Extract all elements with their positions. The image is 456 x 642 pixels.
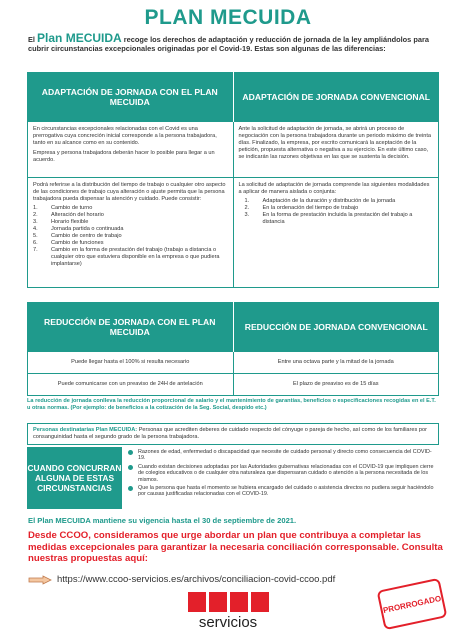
proposals-link[interactable] bbox=[28, 574, 335, 585]
list-item bbox=[128, 464, 435, 483]
list-item-number: 2. bbox=[244, 205, 250, 211]
bullet-icon bbox=[128, 465, 133, 470]
adaptacion-header-mecuida: ADAPTACIÓN DE JORNADA CON EL PLAN MECUIDA bbox=[41, 87, 218, 107]
list-item bbox=[33, 205, 228, 212]
adaptacion-row2-right bbox=[233, 178, 439, 287]
ccoo-logo-mark bbox=[176, 592, 280, 612]
list-item bbox=[33, 247, 228, 268]
reduccion-row1-right: Entre una octava parte y la mitad de la jornada bbox=[233, 352, 439, 373]
logo-wordmark: servicios bbox=[198, 614, 258, 631]
reduccion-row-1 bbox=[27, 352, 439, 374]
circumstances-section bbox=[27, 447, 439, 509]
list-item-number: 1. bbox=[33, 205, 38, 211]
adaptacion-row2-left bbox=[28, 178, 233, 287]
list-item bbox=[33, 226, 228, 233]
reduccion-row-2 bbox=[27, 374, 439, 396]
text-paragraph: Empresa y persona trabajadora deberán hacer lo posible para llegar a un acuerdo. bbox=[33, 150, 215, 163]
list-item-text: Adaptación de la duración y distribución de la jornada bbox=[262, 198, 396, 204]
adaptacion-table bbox=[27, 72, 439, 288]
list-item-number: 3. bbox=[33, 219, 38, 225]
list-item bbox=[245, 212, 434, 226]
bullet-icon bbox=[128, 486, 133, 491]
adaptacion-header bbox=[27, 72, 439, 122]
adaptacion-row1-right bbox=[233, 122, 439, 177]
list-item bbox=[33, 240, 228, 247]
list-item-number: 3. bbox=[244, 212, 250, 218]
list-item-number: 5. bbox=[33, 233, 38, 239]
reduccion-note: La reducción de jornada conlleva la reducción proporcional de salario y el mantenimiento de garantías, beneficios o especificaciones recogidas en el E.T. u otras normas. (Por ejemplo: de beneficios a la cotización de la Seg. Social, despido etc.) bbox=[27, 398, 436, 411]
intro-paragraph bbox=[28, 31, 438, 53]
list-item-text: Cambio de centro de trabajo bbox=[51, 233, 122, 239]
list-item-text: En la ordenación del tiempo de trabajo bbox=[262, 205, 359, 211]
reduccion-header-mecuida: REDUCCIÓN DE JORNADA CON EL PLAN MECUIDA bbox=[44, 317, 216, 337]
list-item bbox=[33, 212, 228, 219]
call-to-action: Desde CCOO, consideramos que urge abordar un plan que contribuya a completar las medidas excepcionales para garantizar la necesaria conciliación corresponsable. Consulta nuestras propuestas aquí: bbox=[28, 530, 443, 564]
list-item-text: Horario flexible bbox=[51, 219, 89, 225]
persons-box bbox=[27, 423, 439, 445]
text-paragraph: La solicitud de adaptación de jornada comprende las siguientes modalidades a aplicar de manera aislada o conjunta: bbox=[238, 182, 430, 195]
modalidades-list bbox=[239, 198, 434, 226]
list-item-number: 1. bbox=[244, 198, 250, 204]
adaptacion-row1-left bbox=[28, 122, 233, 177]
list-item-text: En la forma de prestación incluida la prestación del trabajo a distancia bbox=[262, 212, 413, 225]
hand-pointer-icon bbox=[28, 575, 52, 585]
list-item bbox=[128, 485, 435, 498]
text-paragraph: Podrá referirse a la distribución del tiempo de trabajo o cualquier otro aspecto de las condiciones de trabajo cuya alteración o ajuste permita que la persona trabajadora pueda dispensar la atención y cuidado. Puede consistir: bbox=[33, 182, 226, 202]
list-item bbox=[33, 219, 228, 226]
reduccion-row2-right: El plazo de preaviso es de 15 días bbox=[233, 374, 439, 395]
circumstances-list bbox=[122, 447, 439, 509]
intro-text: recoge los derechos de adaptación y reducción de jornada de la ley ampliándolos para cubrir circunstancias excepcionales originadas por el Covid-19. Estas son algunas de las diferencias: bbox=[28, 35, 429, 53]
list-item-text: Cambio en la forma de prestación del trabajo (trabajo a distancia o cualquier otro que estuviera disponible en la empresa o que pudiera implantarse) bbox=[51, 247, 220, 267]
bullet-icon bbox=[128, 450, 133, 455]
reduccion-row2-left: Puede comunicarse con un preaviso de 24H de antelación bbox=[57, 381, 203, 387]
list-item-text: Jornada partida o continuada bbox=[51, 226, 124, 232]
adaptacion-header-convencional: ADAPTACIÓN DE JORNADA CONVENCIONAL bbox=[233, 72, 440, 122]
intro-lead: El bbox=[28, 35, 38, 44]
prorrogado-stamp: PRORROGADO bbox=[377, 578, 448, 630]
list-item-text: Razones de edad, enfermedad o discapacidad que necesite de cuidado personal y directo como consecuencia del COVID-19. bbox=[138, 449, 432, 462]
reduccion-row1-left: Puede llegar hasta el 100% si resulta necesario bbox=[71, 359, 190, 365]
list-item bbox=[245, 198, 434, 205]
list-item bbox=[33, 233, 228, 240]
vigencia-text: El Plan MECUIDA mantiene su vigencia hasta el 30 de septiembre de 2021. bbox=[28, 516, 297, 525]
list-item-text: Cambio de turno bbox=[51, 205, 93, 211]
adaptacion-row-2 bbox=[27, 178, 439, 288]
list-item-text: Cambio de funciones bbox=[51, 240, 104, 246]
list-item-number: 7. bbox=[33, 247, 38, 253]
reduccion-table bbox=[27, 302, 439, 396]
list-item-text: Alteración del horario bbox=[51, 212, 104, 218]
reduccion-header bbox=[27, 302, 439, 352]
modalidades-list bbox=[33, 205, 228, 268]
list-item-number: 2. bbox=[33, 212, 38, 218]
adaptacion-row-1 bbox=[27, 122, 439, 178]
list-item bbox=[128, 449, 435, 462]
list-item-text: Que la persona que hasta el momento se hubiera encargado del cuidado o asistencia directos no pudiera seguir haciéndolo por causas justificadas relacionadas con el COVID-19. bbox=[138, 485, 434, 498]
circumstances-label: CUANDO CONCURRAN ALGUNA DE ESTAS CIRCUNSTANCIAS bbox=[27, 447, 122, 509]
persons-text: Personas que acrediten deberes de cuidado respecto del cónyuge o pareja de hecho, así como de los familiares por consanguinidad hasta el segundo grado de la persona trabajadora. bbox=[33, 427, 427, 440]
proposals-url[interactable]: https://www.ccoo-servicios.es/archivos/conciliacion-covid-ccoo.pdf bbox=[57, 574, 336, 585]
list-item-number: 6. bbox=[33, 240, 38, 246]
intro-brand: Plan MECUIDA bbox=[37, 31, 122, 45]
persons-label: Personas destinatarias Plan MECUIDA: bbox=[33, 427, 138, 433]
reduccion-header-convencional: REDUCCIÓN DE JORNADA CONVENCIONAL bbox=[233, 302, 440, 352]
list-item bbox=[245, 205, 434, 212]
text-paragraph: En circunstancias excepcionales relacionadas con el Covid es una prerrogativa cuya concreción inicial corresponde a la persona trabajadora, tanto en su alcance como en su contenido. bbox=[33, 126, 217, 146]
list-item-text: Cuando existan decisiones adoptadas por las Autoridades gubernativas relacionadas con el COVID-19 que impliquen cierre de colegios educativos o de cualquier otra naturaleza que dispensaran cuidado o atención a la persona necesitada de los mismos. bbox=[138, 463, 434, 483]
ccoo-servicios-logo bbox=[176, 592, 280, 638]
list-item-number: 4. bbox=[33, 226, 38, 232]
page-title: PLAN MECUIDA bbox=[144, 6, 312, 29]
text-paragraph: Ante la solicitud de adaptación de jornada, se abrirá un proceso de negociación con la persona trabajadora durante un periodo máximo de treinta días. Finalizado, la empresa, por escrito comunicará la aceptación de la petición, propuesta alternativa o negativa a su ejercicio. En este último caso, se indicarán las razones objetivas en las que se sustenta la decisión. bbox=[238, 126, 431, 160]
